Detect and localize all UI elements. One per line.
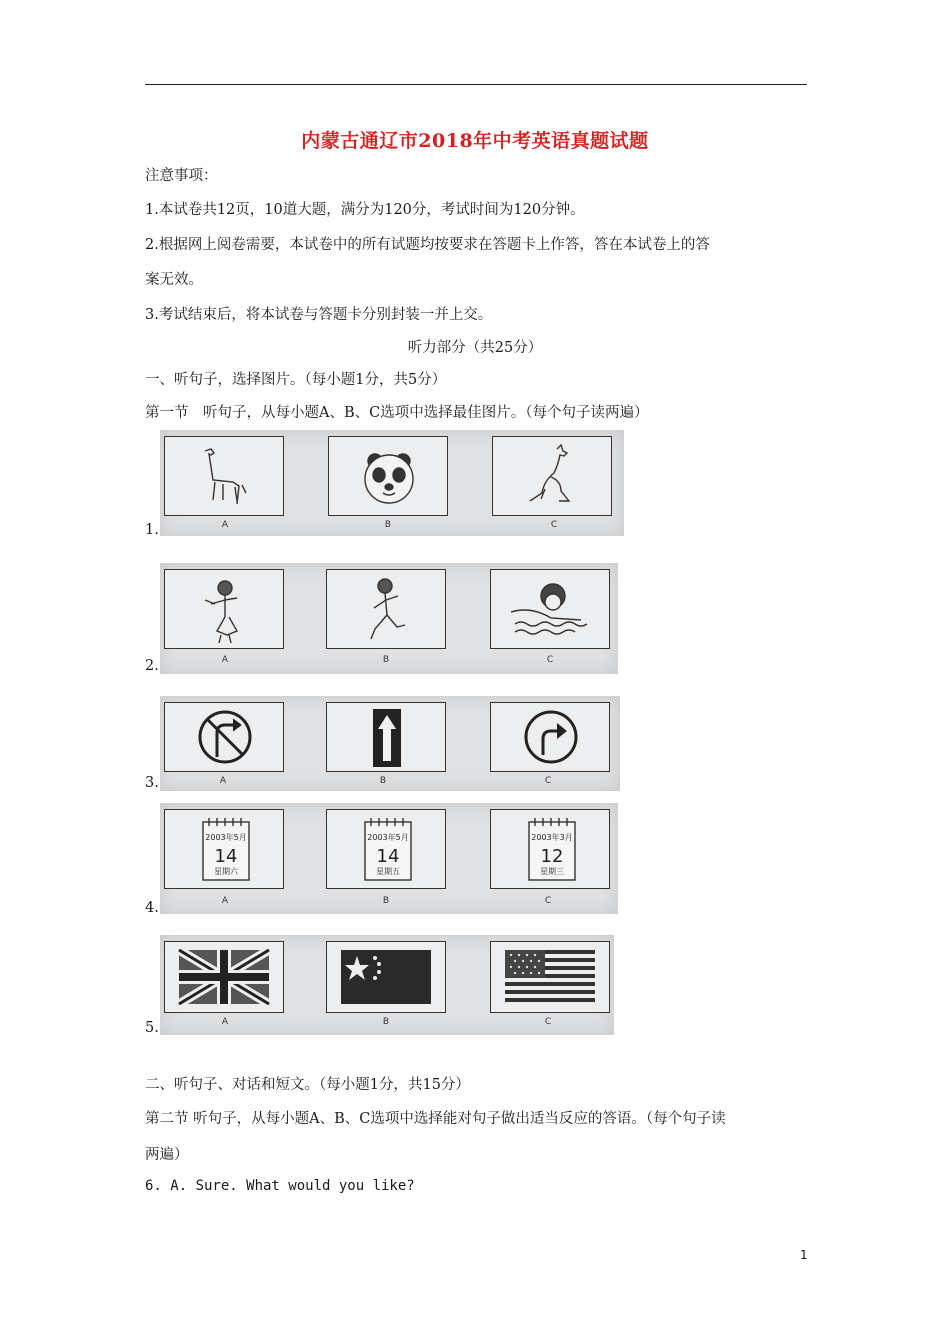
girl-playing-violin-icon (164, 569, 284, 649)
picture-options-row (160, 803, 618, 914)
girl-swimming-icon (490, 569, 610, 649)
calendar-icon (326, 809, 446, 889)
option-label: A (219, 776, 227, 786)
picture-options-row (160, 430, 624, 536)
section2-heading-cont: 两遍） (145, 1147, 189, 1163)
kangaroo-icon (492, 436, 612, 516)
calendar-day: 14 (376, 846, 400, 867)
notice-item-3: 3.考试结束后，将本试卷与答题卡分别封装一并上交。 (145, 307, 493, 323)
calendar-weekday: 星期五 (376, 867, 400, 876)
panda-icon (328, 436, 448, 516)
option-label: A (221, 655, 229, 665)
notice-item-2: 2.根据网上阅卷需要，本试卷中的所有试题均按要求在答题卡上作答，答在本试卷上的答 (145, 237, 710, 253)
usa-flag-icon (490, 941, 610, 1013)
part1-heading: 一、听句子，选择图片。（每小题1分，共5分） (145, 372, 447, 388)
calendar-day: 12 (540, 846, 564, 867)
question-number: 1. (145, 522, 159, 538)
giraffe-icon (164, 436, 284, 516)
notice-item-1: 1.本试卷共12页，10道大题，满分为120分，考试时间为120分钟。 (145, 202, 585, 218)
straight-ahead-sign-icon (326, 702, 446, 772)
turn-right-sign-icon (490, 702, 610, 772)
document-title: 内蒙古通辽市2018年中考英语真题试题 (301, 130, 649, 152)
girl-running-icon (326, 569, 446, 649)
question-number: 3. (145, 775, 159, 791)
calendar-header: 2003年3月 (531, 833, 573, 842)
header-rule (145, 84, 807, 85)
question-number: 2. (145, 658, 159, 674)
calendar-weekday: 星期三 (540, 867, 564, 876)
option-label: C (546, 655, 554, 665)
option-label: B (379, 776, 387, 786)
uk-flag-icon (164, 941, 284, 1013)
option-label: B (382, 655, 390, 665)
calendar-weekday: 星期六 (214, 867, 238, 876)
calendar-header: 2003年5月 (367, 833, 409, 842)
question-number: 5. (145, 1020, 159, 1036)
calendar-header: 2003年5月 (205, 833, 247, 842)
option-label: C (544, 896, 552, 906)
option-label: A (221, 896, 229, 906)
picture-options-row (160, 563, 618, 674)
section2-heading: 第二节 听句子，从每小题A、B、C选项中选择能对句子做出适当反应的答语。（每个句子读 (145, 1111, 726, 1127)
question-number: 4. (145, 900, 159, 916)
calendar-icon (164, 809, 284, 889)
option-label: C (544, 1017, 552, 1027)
page-number: 1 (800, 1248, 808, 1262)
china-flag-icon (326, 941, 446, 1013)
question-6-option-a: 6. A. Sure. What would you like? (145, 1178, 415, 1194)
option-label: B (382, 1017, 390, 1027)
calendar-day: 14 (214, 846, 238, 867)
picture-options-row (160, 696, 620, 791)
part2-heading: 二、听句子、对话和短文。（每小题1分，共15分） (145, 1077, 470, 1093)
option-label: B (384, 520, 392, 530)
option-label: B (382, 896, 390, 906)
notice-heading: 注意事项： (145, 168, 218, 184)
option-label: C (544, 776, 552, 786)
listening-heading: 听力部分（共25分） (407, 340, 543, 356)
option-label: C (550, 520, 558, 530)
notice-item-2-cont: 案无效。 (145, 272, 203, 288)
option-label: A (221, 1017, 229, 1027)
picture-options-row (160, 935, 614, 1035)
section1-heading: 第一节 听句子，从每小题A、B、C选项中选择最佳图片。（每个句子读两遍） (145, 405, 649, 421)
no-right-turn-sign-icon (164, 702, 284, 772)
calendar-icon (490, 809, 610, 889)
option-label: A (221, 520, 229, 530)
